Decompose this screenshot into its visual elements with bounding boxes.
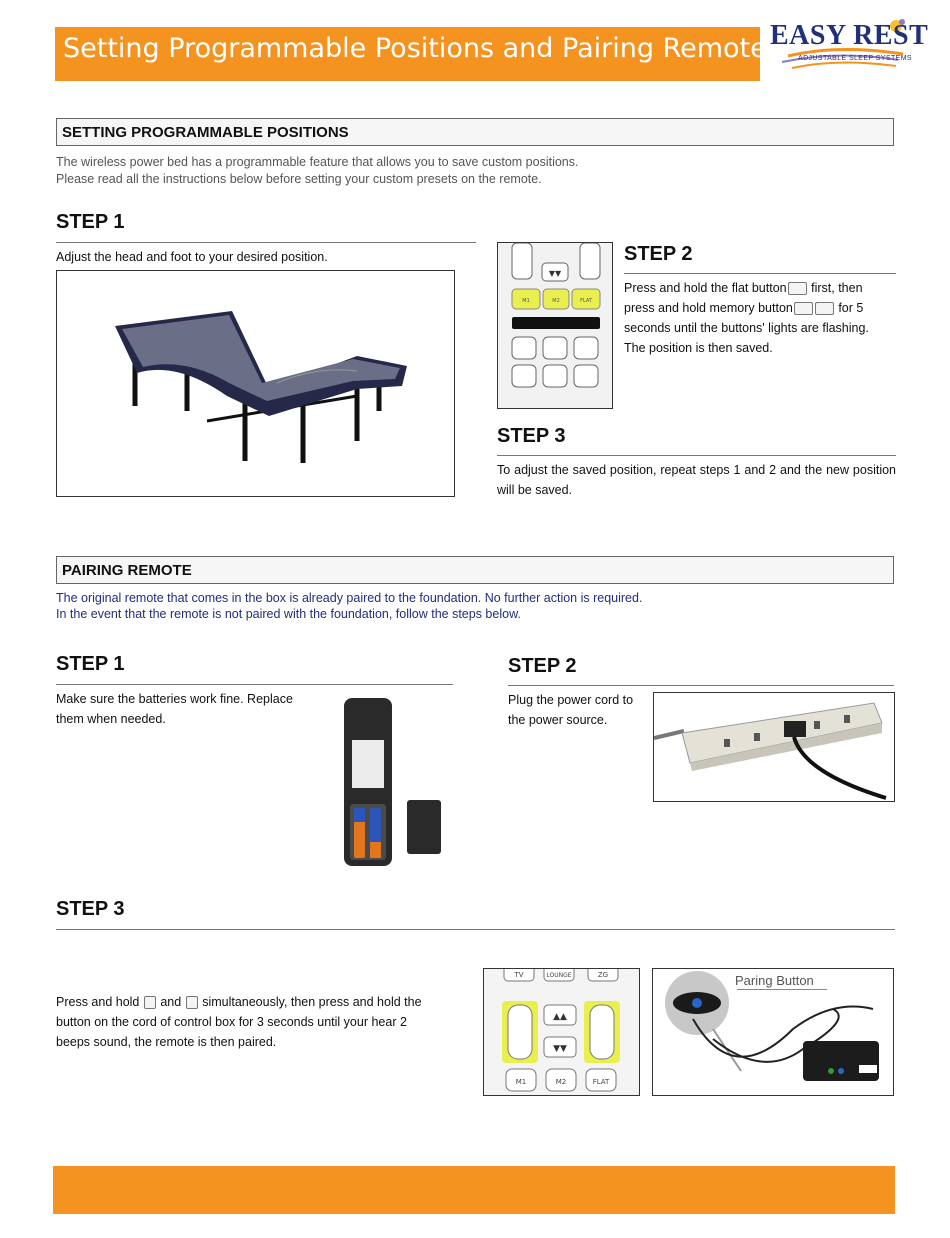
divider (497, 455, 896, 456)
adjustable-bed-image (57, 271, 454, 496)
step-text: Adjust the head and foot to your desired position. (56, 250, 328, 264)
remote-control-image (498, 243, 612, 408)
step-heading: STEP 3 (497, 425, 566, 447)
key-flat: FLAT (592, 1078, 610, 1086)
logo-tagline: ADJUSTABLE SLEEP SYSTEMS (798, 55, 912, 62)
intro-line-2: Please read all the instructions below before setting your custom presets on the remote. (56, 172, 542, 186)
step-heading: STEP 2 (624, 243, 693, 265)
step-text (56, 992, 441, 1052)
intro-line-1: The original remote that comes in the box is already paired to the foundation. No further action is required. (56, 591, 643, 605)
flat-key-icon (788, 282, 807, 295)
section-header-pairing (56, 556, 894, 584)
svg-text:▼▼: ▼▼ (548, 269, 562, 278)
step-heading: STEP 1 (56, 211, 125, 233)
brand-logo (768, 14, 929, 74)
key-m1: M1 (522, 298, 530, 304)
remote-pairing-photo (483, 968, 640, 1096)
key-zg: ZG (597, 971, 609, 979)
step-heading: STEP 2 (508, 655, 577, 677)
key-flat: FLAT (580, 298, 592, 304)
key-m2: M2 (555, 1078, 567, 1086)
step-text (624, 278, 888, 358)
section-title: SETTING PROGRAMMABLE POSITIONS (62, 124, 349, 141)
m2-key-icon (815, 302, 834, 315)
control-box-photo (652, 968, 894, 1096)
power-strip-photo (653, 692, 895, 802)
divider (624, 273, 896, 274)
head-key-icon (144, 996, 156, 1009)
page-title: Setting Programmable Positions and Pairing Remote (63, 33, 767, 64)
step-text: Make sure the batteries work fine. Replace them when needed. (56, 692, 293, 726)
step-heading: STEP 3 (56, 898, 125, 920)
divider (56, 684, 453, 685)
step-text-part: simultaneously, then press and hold the button on the cord of control box for 3 seconds until your hear 2 beeps sound, the remote is then paired. (56, 995, 422, 1049)
step-heading: STEP 1 (56, 653, 125, 675)
svg-text:▼▼: ▼▼ (553, 1044, 567, 1054)
step-text: To adjust the saved position, repeat steps 1 and 2 and the new position will be saved. (497, 463, 896, 497)
foot-key-icon (186, 996, 198, 1009)
step-text-part: first, then press and hold memory button (624, 281, 863, 315)
m1-key-icon (794, 302, 813, 315)
step-text-part: and (160, 995, 182, 1009)
intro-line-2: In the event that the remote is not paired with the foundation, follow the steps below. (56, 607, 521, 621)
intro-line-1: The wireless power bed has a programmable feature that allows you to save custom positions. (56, 155, 579, 169)
remote-memory-photo (497, 242, 613, 409)
divider (56, 242, 476, 243)
key-lounge: LOUNGE (546, 972, 572, 979)
svg-text:▲▲: ▲▲ (553, 1012, 567, 1022)
logo-wordmark: EASY REST (770, 20, 929, 51)
key-tv: TV (514, 971, 524, 979)
section-title: PAIRING REMOTE (62, 562, 192, 579)
step-text: Plug the power cord to the power source. (508, 693, 634, 727)
key-m2: M2 (552, 298, 560, 304)
callout-underline (737, 989, 827, 990)
divider (56, 929, 895, 930)
step-text-part: for 5 seconds until the buttons' lights are flashing. The position is then saved. (624, 301, 869, 355)
step-text-part: Press and hold (56, 995, 140, 1009)
remote-battery-image (340, 696, 455, 871)
step-text-part: Press and hold the flat button (624, 281, 787, 295)
remote-control-image (484, 969, 639, 1095)
section-header-programmable (56, 118, 894, 146)
power-strip-image (654, 693, 894, 801)
paring-button-callout: Paring Button (735, 973, 814, 988)
bed-photo (56, 270, 455, 497)
key-m1: M1 (515, 1078, 527, 1086)
footer-band (53, 1166, 895, 1214)
divider (508, 685, 894, 686)
